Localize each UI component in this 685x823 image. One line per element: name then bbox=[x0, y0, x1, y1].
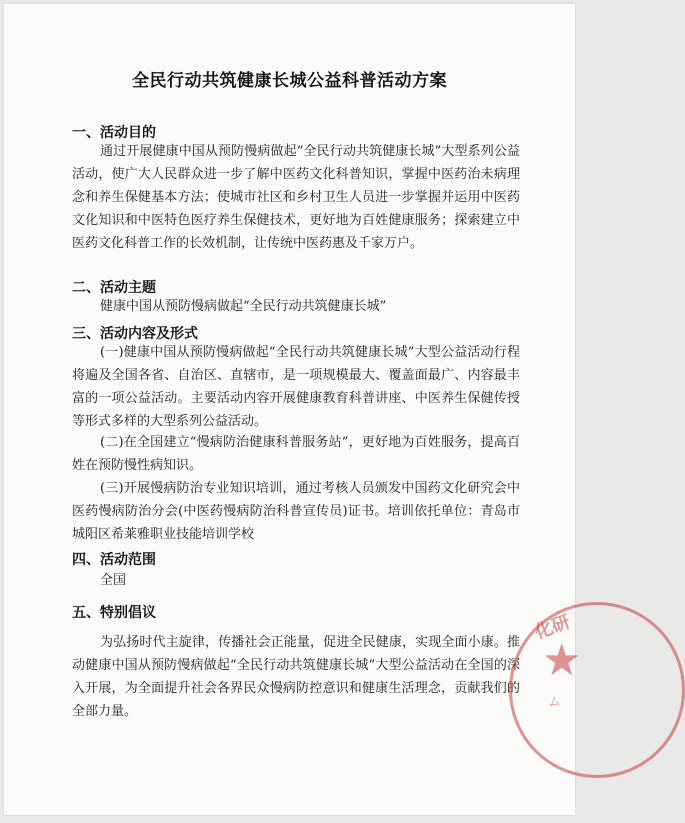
section-heading-content: 三、活动内容及形式 bbox=[72, 326, 198, 342]
official-seal bbox=[509, 602, 685, 778]
section-heading-purpose: 一、活动目的 bbox=[72, 125, 156, 141]
section-paragraph: 为弘扬时代主旋律，传播社会正能量，促进全民健康，实现全面小康。推动健康中国从预防慢病做起“全民行动共筑健康长城”大型公益活动在全国的深入开展，为全面提升社会各界民众慢病防控意识和健康生活理念，贡献我们的全部力量。 bbox=[72, 635, 520, 719]
document-title: 全民行动共筑健康长城公益科普活动方案 bbox=[132, 71, 447, 91]
section-heading-proposal: 五、特别倡议 bbox=[72, 605, 156, 621]
section-paragraph: 通过开展健康中国从预防慢病做起“全民行动共筑健康长城”大型系列公益活动，使广大人民群众进一步了解中医药文化科普知识，掌握中医药治未病理念和养生保健基本方法；使城市社区和乡村卫生人员进一步掌握并运用中医药文化知识和中医特色医疗养生保健技术，更好地为百姓健康服务；探索建立中医药文化科普工作的长效机制，让传统中医药惠及千家万户。 bbox=[72, 144, 520, 251]
star-icon: ★ bbox=[542, 635, 582, 686]
section-heading-scope: 四、活动范围 bbox=[72, 552, 156, 568]
document-page bbox=[4, 4, 582, 815]
section-paragraph: 健康中国从预防慢病做起“全民行动共筑健康长城” bbox=[100, 299, 387, 314]
section-paragraph: (二)在全国建立“慢病防治健康科普服务站”，更好地为百姓服务，提高百姓在预防慢性病知识。 bbox=[72, 435, 520, 473]
section-paragraph: 全国 bbox=[100, 573, 127, 588]
seal-mark: ム bbox=[548, 695, 562, 710]
section-heading-theme: 二、活动主题 bbox=[72, 280, 156, 296]
section-paragraph: (一)健康中国从预防慢病做起“全民行动共筑健康长城”大型公益活动行程将遍及全国各省、自治区、直辖市，是一项规模最大、覆盖面最广、内容最丰富的一项公益活动。主要活动内容开展健康教育科普讲座、中医养生保健传授等形式多样的大型系列公益活动。 bbox=[72, 345, 520, 429]
seal-text: 化研 bbox=[532, 611, 574, 644]
section-paragraph: (三)开展慢病防治专业知识培训，通过考核人员颁发中国药文化研究会中医药慢病防治分会(中医药慢病防治科普宣传员)证书。培训依托单位：青岛市城阳区希莱雅职业技能培训学校 bbox=[72, 481, 520, 542]
